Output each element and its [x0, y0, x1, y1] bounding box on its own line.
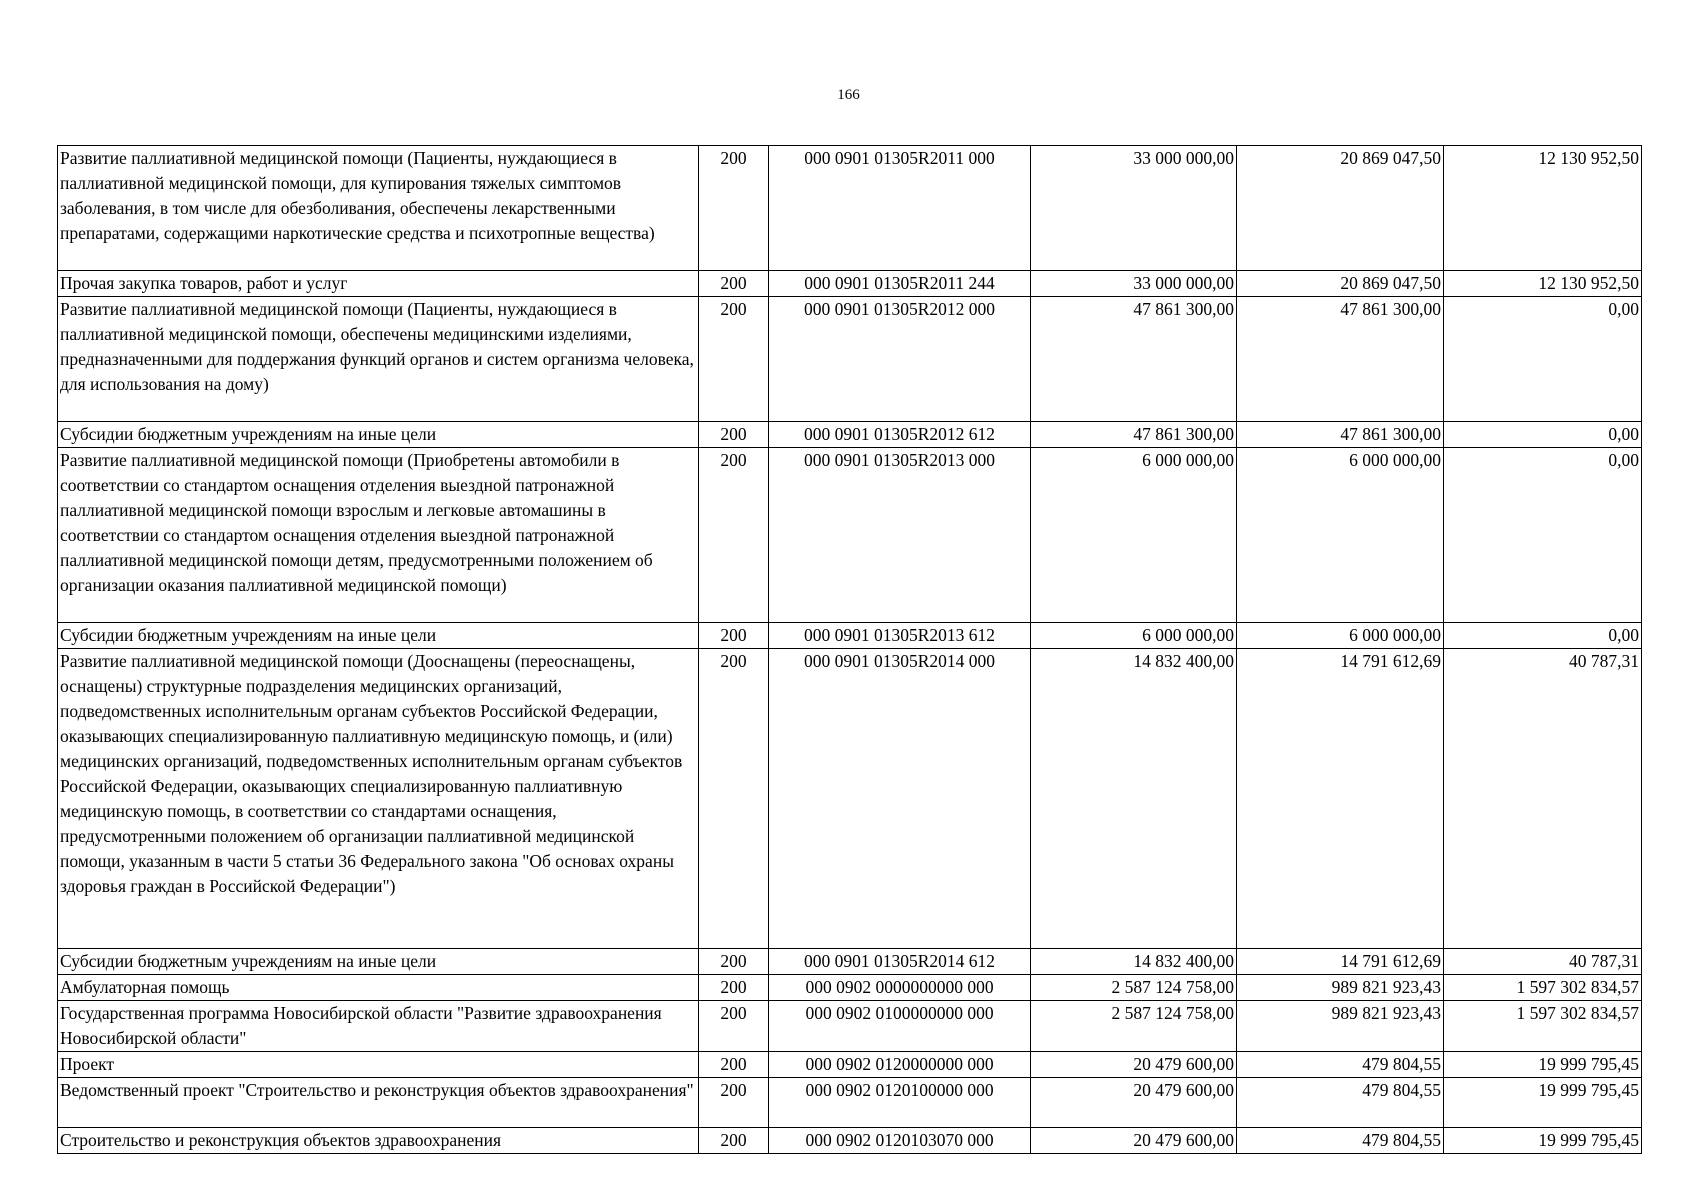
row-name: Развитие паллиативной медицинской помощи (Приобретены автомобили в соответствии со стандартом оснащения отделения выездной патронажной паллиативной медицинской помощи взрослым и легковые автомашины в соответствии со стандартом оснащения отделения выездной патронажной паллиативной медицинской помощи детям, предусмотренными положением об организации оказания паллиативной медицинской помощи) — [58, 448, 699, 623]
table-row — [58, 649, 1642, 949]
table-row — [58, 949, 1642, 975]
row-approved: 2 587 124 758,00 — [1031, 1001, 1237, 1052]
row-executed: 6 000 000,00 — [1237, 623, 1444, 649]
row-name: Развитие паллиативной медицинской помощи (Дооснащены (переоснащены, оснащены) структурные подразделения медицинских организаций, подведомственных исполнительным органам субъектов Российской Федерации, оказывающих специализированную паллиативную медицинскую помощь, и (или) медицинских организаций, подведомственных исполнительным органам субъектов Российской Федерации, оказывающих специализированную паллиативную медицинскую помощь, в соответствии со стандартами оснащения, предусмотренными положением об организации паллиативной медицинской помощи, указанным в части 5 статьи 36 Федерального закона "Об основах охраны здоровья граждан в Российской Федерации") — [58, 649, 699, 949]
table-row — [58, 1078, 1642, 1128]
row-executed: 989 821 923,43 — [1237, 975, 1444, 1001]
table-row — [58, 1001, 1642, 1052]
row-name: Проект — [58, 1052, 699, 1078]
row-executed: 6 000 000,00 — [1237, 448, 1444, 623]
row-executed: 14 791 612,69 — [1237, 649, 1444, 949]
row-approved: 6 000 000,00 — [1031, 448, 1237, 623]
table-row — [58, 975, 1642, 1001]
row-approved: 2 587 124 758,00 — [1031, 975, 1237, 1001]
row-admin-code: 200 — [699, 949, 769, 975]
table-row — [58, 1128, 1642, 1154]
row-executed: 479 804,55 — [1237, 1052, 1444, 1078]
row-approved: 20 479 600,00 — [1031, 1078, 1237, 1128]
row-classification-code: 000 0901 01305R2012 000 — [769, 297, 1031, 422]
row-admin-code: 200 — [699, 1052, 769, 1078]
row-remaining: 12 130 952,50 — [1444, 271, 1642, 297]
table-row — [58, 623, 1642, 649]
row-remaining: 0,00 — [1444, 623, 1642, 649]
row-name: Субсидии бюджетным учреждениям на иные цели — [58, 422, 699, 448]
row-executed: 47 861 300,00 — [1237, 422, 1444, 448]
row-remaining: 1 597 302 834,57 — [1444, 975, 1642, 1001]
row-approved: 33 000 000,00 — [1031, 146, 1237, 271]
row-remaining: 0,00 — [1444, 448, 1642, 623]
row-classification-code: 000 0902 0120100000 000 — [769, 1078, 1031, 1128]
row-executed: 479 804,55 — [1237, 1128, 1444, 1154]
table-row — [58, 1052, 1642, 1078]
row-admin-code: 200 — [699, 1078, 769, 1128]
row-name: Ведомственный проект "Строительство и реконструкция объектов здравоохранения" — [58, 1078, 699, 1128]
row-executed: 20 869 047,50 — [1237, 271, 1444, 297]
row-classification-code: 000 0901 01305R2014 612 — [769, 949, 1031, 975]
budget-execution-table — [57, 145, 1642, 1154]
row-name: Прочая закупка товаров, работ и услуг — [58, 271, 699, 297]
table-row — [58, 422, 1642, 448]
row-name: Амбулаторная помощь — [58, 975, 699, 1001]
row-remaining: 40 787,31 — [1444, 949, 1642, 975]
row-admin-code: 200 — [699, 271, 769, 297]
row-name: Субсидии бюджетным учреждениям на иные цели — [58, 623, 699, 649]
row-admin-code: 200 — [699, 975, 769, 1001]
row-classification-code: 000 0902 0100000000 000 — [769, 1001, 1031, 1052]
row-classification-code: 000 0902 0120000000 000 — [769, 1052, 1031, 1078]
row-name: Субсидии бюджетным учреждениям на иные цели — [58, 949, 699, 975]
row-admin-code: 200 — [699, 297, 769, 422]
row-admin-code: 200 — [699, 146, 769, 271]
row-approved: 20 479 600,00 — [1031, 1128, 1237, 1154]
row-admin-code: 200 — [699, 448, 769, 623]
row-approved: 6 000 000,00 — [1031, 623, 1237, 649]
table-row — [58, 448, 1642, 623]
row-remaining: 19 999 795,45 — [1444, 1052, 1642, 1078]
row-remaining: 40 787,31 — [1444, 649, 1642, 949]
row-name: Государственная программа Новосибирской области "Развитие здравоохранения Новосибирской области" — [58, 1001, 699, 1052]
page-number: 166 — [837, 87, 860, 103]
row-classification-code: 000 0901 01305R2011 244 — [769, 271, 1031, 297]
row-name: Развитие паллиативной медицинской помощи (Пациенты, нуждающиеся в паллиативной медицинской помощи, обеспечены медицинскими изделиями, предназначенными для поддержания функций органов и систем организма человека, для использования на дому) — [58, 297, 699, 422]
row-executed: 47 861 300,00 — [1237, 297, 1444, 422]
row-approved: 47 861 300,00 — [1031, 422, 1237, 448]
row-classification-code: 000 0901 01305R2013 000 — [769, 448, 1031, 623]
table-row — [58, 271, 1642, 297]
row-remaining: 1 597 302 834,57 — [1444, 1001, 1642, 1052]
row-name: Строительство и реконструкция объектов здравоохранения — [58, 1128, 699, 1154]
row-admin-code: 200 — [699, 649, 769, 949]
row-classification-code: 000 0901 01305R2011 000 — [769, 146, 1031, 271]
row-approved: 47 861 300,00 — [1031, 297, 1237, 422]
row-remaining: 12 130 952,50 — [1444, 146, 1642, 271]
row-classification-code: 000 0901 01305R2012 612 — [769, 422, 1031, 448]
row-remaining: 19 999 795,45 — [1444, 1128, 1642, 1154]
row-approved: 20 479 600,00 — [1031, 1052, 1237, 1078]
table-row — [58, 297, 1642, 422]
row-admin-code: 200 — [699, 1001, 769, 1052]
row-classification-code: 000 0901 01305R2013 612 — [769, 623, 1031, 649]
row-remaining: 19 999 795,45 — [1444, 1078, 1642, 1128]
row-admin-code: 200 — [699, 1128, 769, 1154]
row-classification-code: 000 0901 01305R2014 000 — [769, 649, 1031, 949]
row-remaining: 0,00 — [1444, 297, 1642, 422]
table-row — [58, 146, 1642, 271]
row-executed: 14 791 612,69 — [1237, 949, 1444, 975]
row-executed: 20 869 047,50 — [1237, 146, 1444, 271]
row-executed: 989 821 923,43 — [1237, 1001, 1444, 1052]
row-classification-code: 000 0902 0120103070 000 — [769, 1128, 1031, 1154]
row-admin-code: 200 — [699, 623, 769, 649]
row-executed: 479 804,55 — [1237, 1078, 1444, 1128]
row-approved: 14 832 400,00 — [1031, 949, 1237, 975]
row-admin-code: 200 — [699, 422, 769, 448]
row-remaining: 0,00 — [1444, 422, 1642, 448]
row-classification-code: 000 0902 0000000000 000 — [769, 975, 1031, 1001]
row-approved: 14 832 400,00 — [1031, 649, 1237, 949]
row-name: Развитие паллиативной медицинской помощи (Пациенты, нуждающиеся в паллиативной медицинской помощи, для купирования тяжелых симптомов заболевания, в том числе для обезболивания, обеспечены лекарственными препаратами, содержащими наркотические средства и психотропные вещества) — [58, 146, 699, 271]
row-approved: 33 000 000,00 — [1031, 271, 1237, 297]
